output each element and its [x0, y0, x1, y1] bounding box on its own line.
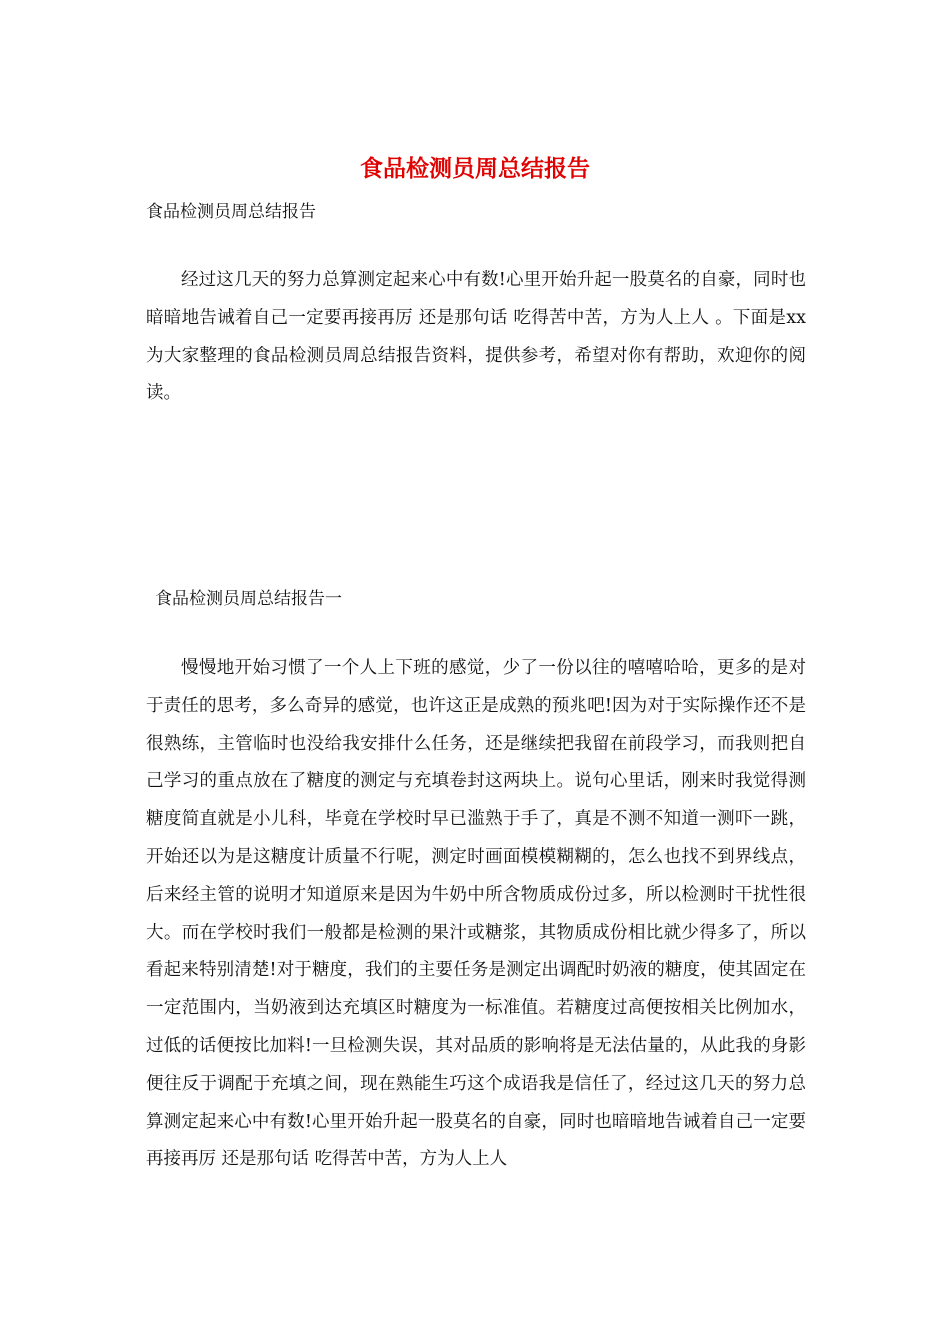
body-paragraph: 慢慢地开始习惯了一个人上下班的感觉，少了一份以往的嘻嘻哈哈，更多的是对于责任的思考，多么奇异的感觉，也许这正是成熟的预兆吧!因为对于实际操作还不是很熟练，主管临时也没给我安排什么任务，还是继续把我留在前段学习，而我则把自己学习的重点放在了糖度的测定与充填卷封这两块上。说句心里话，刚来时我觉得测糖度简直就是小儿科，毕竟在学校时早已滥熟于手了，真是不测不知道一测吓一跳，开始还以为是这糖度计质量不行呢，测定时画面模模糊糊的，怎么也找不到界线点，后来经主管的说明才知道原来是因为牛奶中所含物质成份过多，所以检测时干扰性很大。而在学校时我们一般都是检测的果汁或糖浆，其物质成份相比就少得多了，所以看起来特别清楚!对于糖度，我们的主要任务是测定出调配时奶液的糖度，使其固定在一定范围内，当奶液到达充填区时糖度为一标准值。若糖度过高便按相关比例加水，过低的话便按比加料!一旦检测失误，其对品质的影响将是无法估量的，从此我的身影便往反于调配于充填之间，现在熟能生巧这个成语我是信任了，经过这几天的努力总算测定起来心中有数!心里开始升起一股莫名的自豪，同时也暗暗地告诫着自己一定要再接再厉 还是那句话 吃得苦中苦，方为人上人: [146, 658, 806, 1170]
document-title: 食品检测员周总结报告: [360, 155, 590, 182]
intro-paragraph: 经过这几天的努力总算测定起来心中有数!心里开始升起一股莫名的自豪，同时也暗暗地告诫着自己一定要再接再厉 还是那句话 吃得苦中苦，方为人上人 。下面是xx为大家整理的食品检测员周总结报告资料，提供参考，希望对你有帮助，欢迎你的阅读。: [146, 270, 806, 404]
section-heading: 食品检测员周总结报告一: [155, 589, 342, 609]
document-subtitle: 食品检测员周总结报告: [146, 202, 316, 222]
